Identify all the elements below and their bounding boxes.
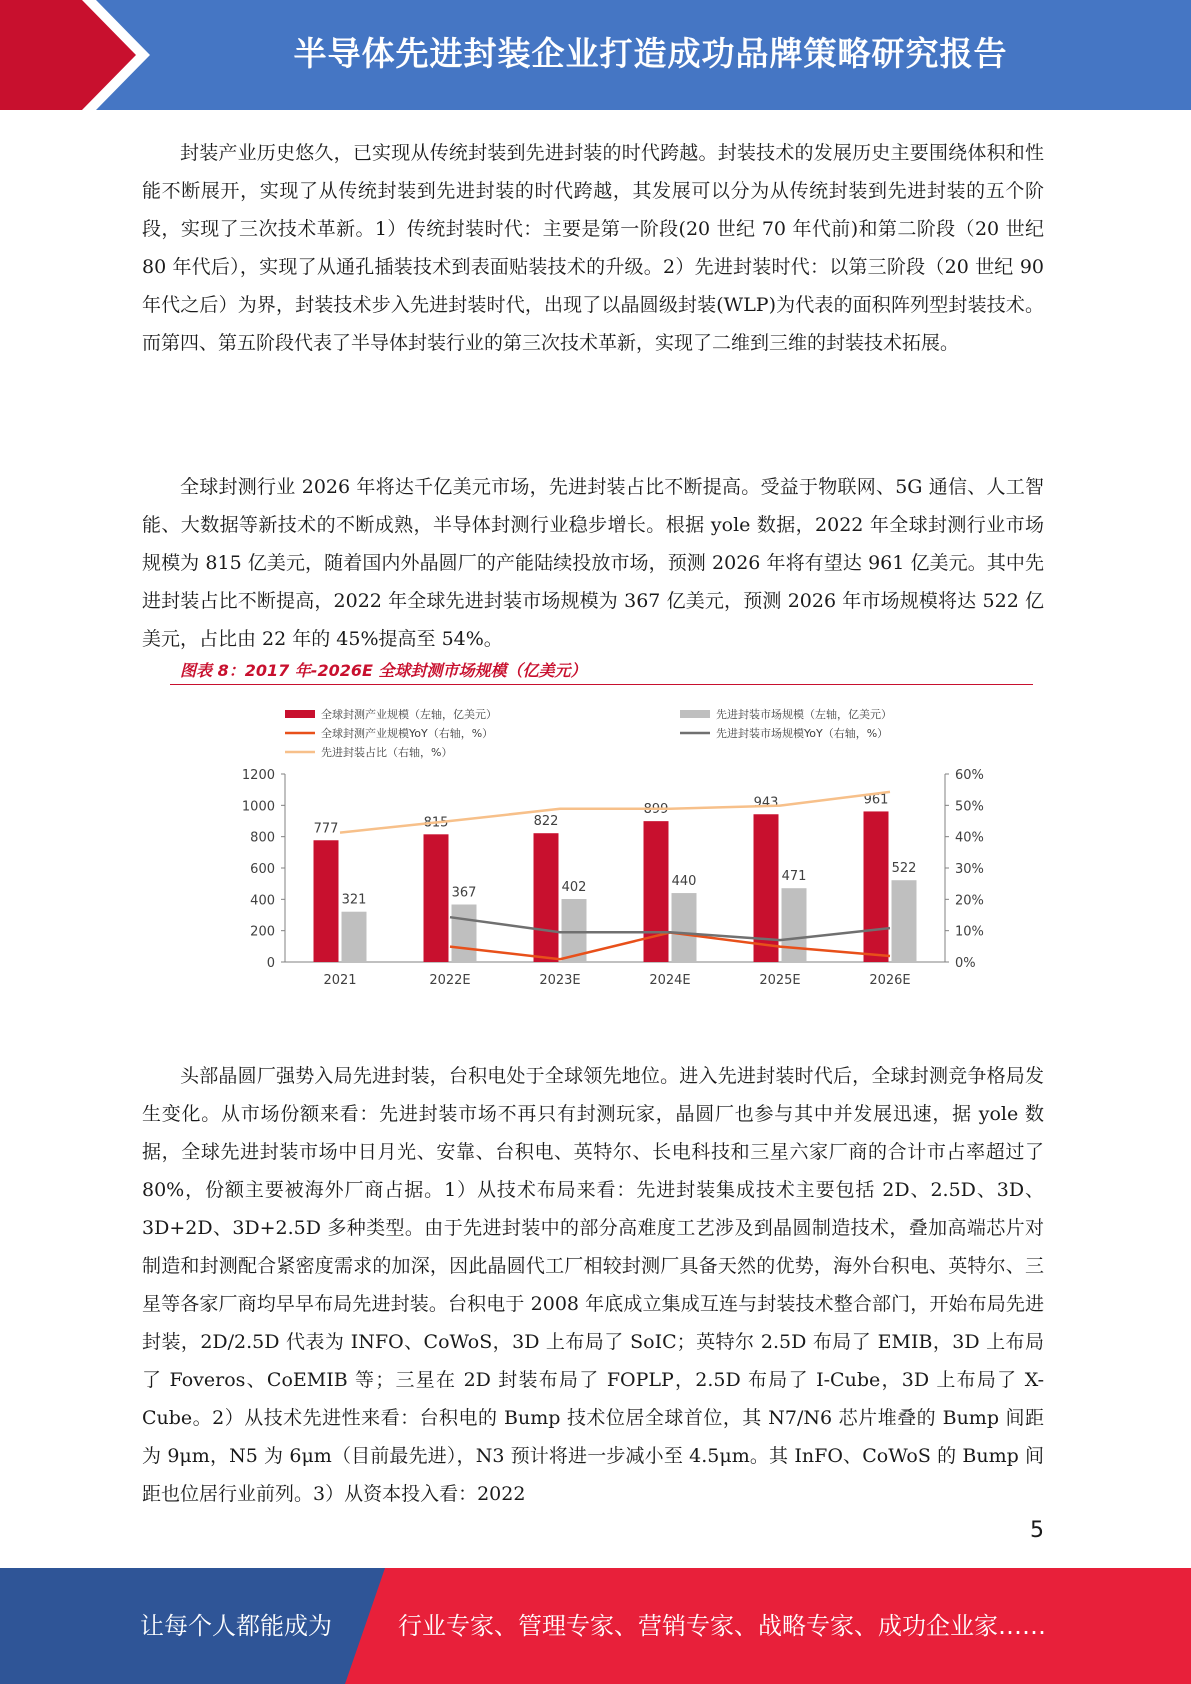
y-left-tick-label: 0 xyxy=(266,956,275,971)
page-footer xyxy=(0,1568,1191,1684)
bar-value-label: 471 xyxy=(781,869,807,885)
figure-caption: 图表 8：2017 年-2026E 全球封测市场规模（亿美元） xyxy=(180,661,587,680)
bar xyxy=(782,888,807,962)
bar-value-label: 961 xyxy=(863,792,889,808)
y-left-tick-label: 1200 xyxy=(241,768,275,783)
legend-label: 先进封装市场规模（左轴，亿美元） xyxy=(716,708,892,721)
bar xyxy=(424,834,449,962)
y-right-tick-label: 10% xyxy=(955,924,984,940)
y-right-tick-label: 30% xyxy=(955,862,984,877)
market-size-chart xyxy=(170,690,1030,1000)
bar xyxy=(892,880,917,962)
bar xyxy=(864,811,889,962)
series-line xyxy=(340,792,890,833)
x-tick-label: 2021 xyxy=(323,973,357,988)
series-line xyxy=(450,917,890,940)
bar-value-label: 822 xyxy=(533,814,559,830)
y-left-tick-label: 200 xyxy=(250,924,275,940)
bar-value-label: 440 xyxy=(671,874,697,890)
x-tick-label: 2026E xyxy=(869,973,911,988)
bar-value-label: 367 xyxy=(451,885,477,901)
x-tick-label: 2024E xyxy=(649,973,691,988)
legend-label: 先进封装占比（右轴，%） xyxy=(321,746,453,759)
y-left-tick-label: 600 xyxy=(250,862,275,877)
page-header xyxy=(0,0,1191,110)
y-right-tick-label: 20% xyxy=(955,893,984,909)
legend-swatch xyxy=(285,710,315,718)
y-left-tick-label: 800 xyxy=(250,830,275,846)
bar-value-label: 815 xyxy=(423,815,449,831)
figure-caption-rule xyxy=(170,684,1033,685)
bar xyxy=(452,905,477,962)
x-tick-label: 2025E xyxy=(759,973,801,988)
bar-value-label: 522 xyxy=(891,861,917,877)
bar xyxy=(534,833,559,962)
x-tick-label: 2022E xyxy=(429,973,471,988)
footer-slogan-left: 让每个人都能成为 xyxy=(140,1612,332,1640)
bar-value-label: 777 xyxy=(313,821,339,837)
legend-label: 全球封测产业规模YoY（右轴，%） xyxy=(321,727,494,740)
y-right-tick-label: 60% xyxy=(955,768,984,783)
legend-swatch xyxy=(680,710,710,718)
header-title: 半导体先进封装企业打造成功品牌策略研究报告 xyxy=(293,34,1008,73)
y-left-tick-label: 1000 xyxy=(241,799,275,815)
paragraph-packaging-history: 封装产业历史悠久，已实现从传统封装到先进封装的时代跨越。封装技术的发展历史主要围绕体积和性能不断展开，实现了从传统封装到先进封装的时代跨越，其发展可以分为从传统封装到先进封装的五个阶段，实现了三次技术革新。1）传统封装时代：主要是第一阶段(20 世纪 70 年代前)和第二阶段（20 世纪 80 年代后），实现了从通孔插装技术到表面贴装技术的升级。2）先进封装时代：以第三阶段（20 世纪 90 年代之后）为界，封装技术步入先进封装时代，出现了以晶圆级封装(WLP)为代表的面积阵列型封装技术。而第四、第五阶段代表了半导体封装行业的第三次技术革新，实现了二维到三维的封装技术拓展。 xyxy=(142,142,1044,354)
legend-label: 全球封测产业规模（左轴，亿美元） xyxy=(321,708,497,721)
bar xyxy=(672,893,697,962)
paragraph-market-size: 全球封测行业 2026 年将达千亿美元市场，先进封装占比不断提高。受益于物联网、5G 通信、人工智能、大数据等新技术的不断成熟，半导体封测行业稳步增长。根据 yole 数据，2022 年全球封测行业市场规模为 815 亿美元，随着国内外晶圆厂的产能陆续投放市场，预测 2026 年将有望达 961 亿美元。其中先进封装占比不断提高，2022 年全球先进封装市场规模为 367 亿美元，预测 2026 年市场规模将达 522 亿美元，占比由 22 年的 45%提高至 54%。 xyxy=(142,476,1044,650)
y-right-tick-label: 50% xyxy=(955,799,984,815)
bar-value-label: 402 xyxy=(561,880,587,896)
y-left-tick-label: 400 xyxy=(250,893,275,909)
y-right-tick-label: 0% xyxy=(955,956,976,971)
bar xyxy=(644,821,669,962)
y-right-tick-label: 40% xyxy=(955,830,984,846)
bar-value-label: 321 xyxy=(341,892,367,908)
footer-slogan-right: 行业专家、管理专家、营销专家、战略专家、成功企业家…… xyxy=(398,1612,1046,1640)
bar xyxy=(314,840,339,962)
bar xyxy=(342,912,367,962)
bar-value-label: 899 xyxy=(643,802,669,818)
legend-label: 先进封装市场规模YoY（右轴，%） xyxy=(716,727,889,740)
bar-value-label: 943 xyxy=(753,795,779,811)
page-number: 5 xyxy=(1030,1518,1044,1543)
x-tick-label: 2023E xyxy=(539,973,581,988)
paragraph-competition: 头部晶圆厂强势入局先进封装，台积电处于全球领先地位。进入先进封装时代后，全球封测竞争格局发生变化。从市场份额来看：先进封装市场不再只有封测玩家，晶圆厂也参与其中并发展迅速，据 yole 数据，全球先进封装市场中日月光、安靠、台积电、英特尔、长电科技和三星六家厂商的合计市占率超过了 80%，份额主要被海外厂商占据。1）从技术布局来看：先进封装集成技术主要包括 2D、2.5D、3D、3D+2D、3D+2.5D 多种类型。由于先进封装中的部分高难度工艺涉及到晶圆制造技术，叠加高端芯片对制造和封测配合紧密度需求的加深，因此晶圆代工厂相较封测厂具备天然的优势，海外台积电、英特尔、三星等各家厂商均早早布局先进封装。台积电于 2008 年底成立集成互连与封装技术整合部门，开始布局先进封装，2D/2.5D 代表为 INFO、CoWoS，3D 上布局了 SoIC；英特尔 2.5D 布局了 EMIB，3D 上布局了 Foveros、CoEMIB 等；三星在 2D 封装布局了 FOPLP，2.5D 布局了 I-Cube，3D 上布局了 X-Cube。2）从技术先进性来看：台积电的 Bump 技术位居全球首位，其 N7/N6 芯片堆叠的 Bump 间距为 9μm，N5 为 6μm（目前最先进），N3 预计将进一步减小至 4.5μm。其 InFO、CoWoS 的 Bump 间距也位居行业前列。3）从资本投入看：2022 xyxy=(142,1065,1044,1505)
